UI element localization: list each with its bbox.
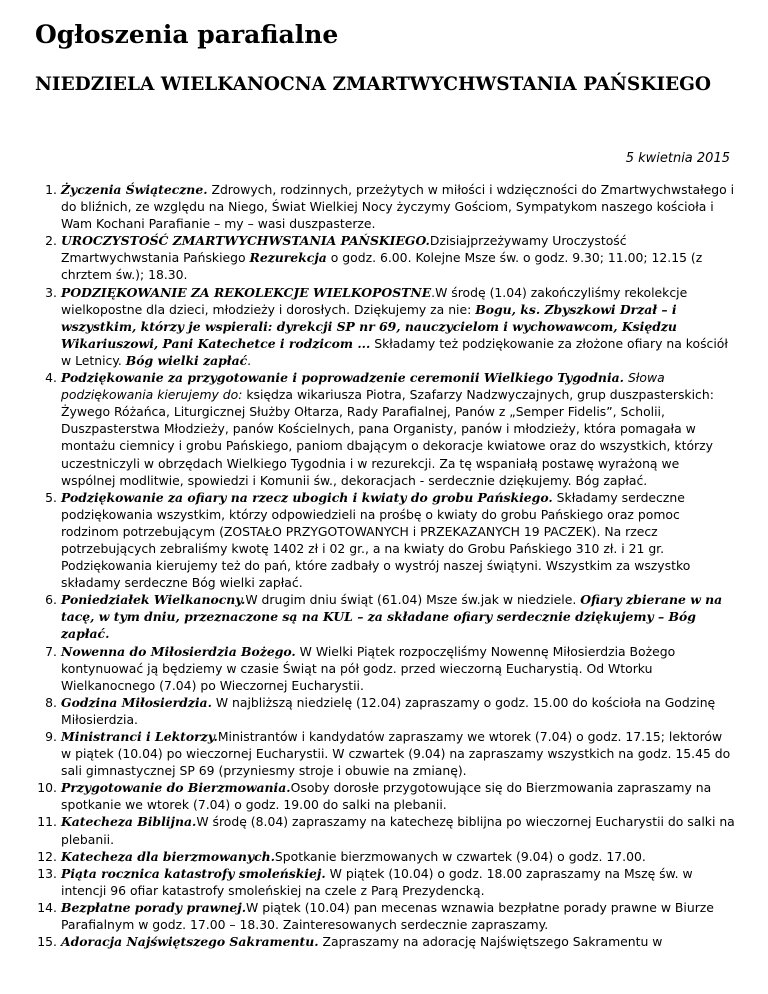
item-text: W drugim dniu świąt (61.04) Msze św.jak w niedziele. [245, 592, 581, 608]
list-item [37, 933, 736, 950]
item-title: Katecheza dla bierzmowanych. [61, 848, 275, 864]
item-text: Osoby dorosłe przygotowujące się do Bierzmowania zapraszamy na spotkanie we wtorek (7.04) o godz. 19.00 do salki na plebanii. [61, 780, 712, 813]
item-text: o godz. 6.00. Kolejne Msze św. o godz. 9.30; 11.00; 12.15 (z chrztem św.); 18.30. [61, 250, 703, 283]
item-number: 4. [45, 370, 57, 386]
item-text: Dzisiajprzeżywamy Uroczystość Zmartwychwstania Pańskiego [61, 233, 627, 266]
item-number: 14. [37, 899, 57, 915]
item-emphasis: Ofiary zbierane w na tacę, w tym dniu, przeznaczone są na KUL – za składane ofiary serdecznie dziękujemy – Bóg zapłać. [61, 592, 723, 642]
item-title: Poniedziałek Wielkanocny. [61, 592, 246, 608]
list-item [45, 232, 736, 283]
item-text: Ministrantów i kandydatów zapraszamy we wtorek (7.04) o godz. 17.15; lektorów w piątek (10.04) po wieczornej Eucharystii. W czwartek (9.04) na zapraszamy wszystkich na godz. 15.45 do sali gimnastycznej SP 69 (przyniesmy stroje i obuwie na zmianę). [61, 729, 731, 779]
item-number: 7. [45, 643, 57, 659]
item-number: 13. [37, 865, 57, 881]
item-text: księdza wikariusza Piotra, Szafarzy Nadzwyczajnych, grup duszpasterskich: Żywego Różańca, Liturgicznej Służby Ołtarza, Rady Parafialnej, Panów z „Semper Fidelis”, Scholii, Duszpasterstwa Młodzieży, panów Kościelnych, pana Organisty, panów i młodzieży, która pomagała w montażu ciemnicy i grobu Pańskiego, paniom dbającym o dekoracje kwiatowe oraz do wszystkich, którzy uczestniczyli w obrzędach Wielkiego Tygodnia i w rezurekcji. Za tę wspaniałą postawę wyrażoną we wspólnej modlitwie, spowiedzi i Komunii św., dekoracjach - serdecznie dziękujemy. Bóg zapłać. [61, 387, 714, 488]
item-number: 12. [37, 848, 57, 864]
item-title: Podziękowanie za przygotowanie i poprowadzenie ceremonii Wielkiego Tygodnia. [61, 370, 624, 386]
list-item [37, 848, 736, 865]
item-number: 1. [45, 182, 57, 197]
list-item [37, 779, 736, 813]
item-title: Nowenna do Miłosierdzia Bożego. [61, 643, 296, 659]
item-text: Spotkanie bierzmowanych w czwartek (9.04) o godz. 17.00. [274, 848, 646, 864]
item-emphasis: Rezurekcja [249, 250, 327, 266]
item-number: 5. [45, 489, 57, 505]
announcements-list [37, 181, 736, 950]
announcement-date: 5 kwietnia 2015 [625, 151, 730, 166]
item-number: 2. [45, 233, 57, 249]
item-emphasis: Bogu, ks. Zbyszkowi Drzał – i wszystkim, którzy je wspierali: dyrekcji SP nr 69, nauczycielom i wychowawcom, Księdzu Wikariuszowi, Pani Katechetce i rodzicom ... [61, 301, 677, 351]
item-title: Życzenia Świąteczne. [61, 182, 208, 197]
list-item [37, 813, 736, 847]
item-number: 6. [45, 592, 57, 608]
item-number: 3. [45, 284, 57, 300]
item-text: W piątek (10.04) o godz. 18.00 zapraszamy na Mszę św. w intencji 96 ofiar katastrofy smoleńskiej na czele z Parą Prezydencką. [61, 865, 693, 898]
item-number: 15. [37, 934, 57, 950]
list-item [45, 694, 736, 728]
list-item [45, 591, 736, 642]
item-number: 8. [45, 694, 57, 710]
list-item [45, 284, 736, 369]
item-number: 10. [37, 780, 57, 796]
list-item [45, 369, 736, 489]
list-item [45, 643, 736, 694]
item-title: Godzina Miłosierdzia. [61, 694, 212, 710]
item-title: Piąta rocznica katastrofy smoleńskiej. [61, 865, 326, 881]
list-item [37, 865, 736, 899]
page-subtitle: NIEDZIELA WIELKANOCNA ZMARTWYCHWSTANIA PAŃSKIEGO [35, 74, 711, 95]
item-text: Zapraszamy na adorację Najświętszego Sakramentu w [318, 934, 663, 950]
item-text: W piątek (10.04) pan mecenas wznawia bezpłatne porady prawne w Biurze Parafialnym w godz. 17.00 – 18.30. Zainteresowanych serdecznie zapraszamy. [61, 899, 714, 933]
item-italic: Słowa podziękowania kierujemy do: [61, 370, 665, 403]
item-title: Ministranci i Lektorzy. [61, 729, 218, 744]
item-text: Zdrowych, rodzinnych, przeżytych w miłości i wdzięczności do Zmartwychwstałego i do bliźnich, ze względu na Niego, Świat Wielkiej Nocy życzymy Gościom, Sympatykom naszego kościoła i Wam Kochani Parafianie – my – wasi duszpasterze. [61, 182, 735, 232]
list-item [45, 181, 736, 232]
item-emphasis: Bóg wielki zapłać [125, 352, 248, 368]
item-text: Składamy też podziękowanie za złożone ofiary na kościół w Letnicy. [61, 335, 728, 368]
item-number: 11. [37, 814, 57, 830]
item-title: Bezpłatne porady prawnej. [61, 899, 247, 915]
item-title: UROCZYSTOŚĆ ZMARTWYCHWSTANIA PAŃSKIEGO. [61, 233, 430, 249]
list-item [45, 728, 736, 779]
item-title: Katecheza Biblijna. [61, 814, 197, 830]
item-text: W najbliższą niedzielę (12.04) zapraszamy o godz. 15.00 do kościoła na Godzinę Miłosierdzia. [61, 694, 716, 727]
item-text: Składamy serdeczne podziękowania wszystkim, którzy odpowiedzieli na prośbę o kwiaty do grobu Pańskiego oraz pomoc rodzinom potrzebującym (ZOSTAŁO PRZYGOTOWANYCH i PRZEKAZANYCH 19 PACZEK). Na rzecz potrzebujących zebraliśmy kwotę 1402 zł i 02 gr., a na kwiaty do Grobu Pańskiego 310 zł. i 21 gr. Podziękowania kierujemy też do pań, które zadbały o wystrój naszej świątyni. Wszystkim za wszystko składamy serdeczne Bóg wielki zapłać. [61, 489, 691, 591]
item-text: . [247, 352, 252, 368]
item-title: Podziękowanie za ofiary na rzecz ubogich i kwiaty do grobu Pańskiego. [61, 489, 553, 505]
item-text: .W środę (1.04) zakończyliśmy rekolekcje wielkopostne dla dzieci, młodzieży i dorosłych. Dziękujemy za nie: [61, 284, 688, 317]
item-text: W środę (8.04) zapraszamy na katechezę biblijna po wieczornej Eucharystii do salki na plebanii. [61, 814, 735, 847]
item-title: Przygotowanie do Bierzmowania. [61, 780, 291, 796]
item-title: Adoracja Najświętszego Sakramentu. [61, 934, 319, 950]
item-text: W Wielki Piątek rozpoczęliśmy Nowennę Miłosierdzia Bożego kontynuować ją będziemy w czasie Świąt na pół godz. przed wieczorną Eucharystią. Od Wtorku Wielkanocnego (7.04) po Wieczornej Eucharystii. [61, 643, 676, 693]
list-item [37, 899, 736, 933]
list-item [45, 489, 736, 592]
page-title: Ogłoszenia parafialne [35, 20, 339, 49]
item-number: 9. [45, 729, 57, 744]
item-title: PODZIĘKOWANIE ZA REKOLEKCJE WIELKOPOSTNE [61, 284, 432, 300]
